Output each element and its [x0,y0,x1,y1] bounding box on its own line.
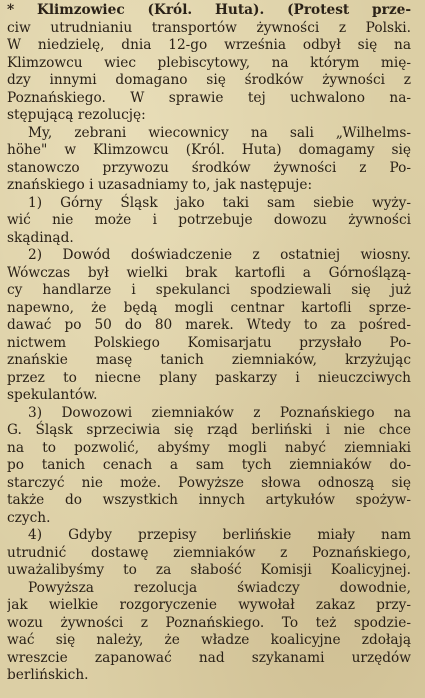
text-line: starczyć nie może. Powyższe słowa odnoszą się [7,474,411,491]
text-line: stanowczo przywozu środków żywności z Po- [7,159,411,176]
headline-line: * Klimzowiec (Król. Huta). (Protest prze- [7,2,411,18]
text-line: wać się należy, że władze koalicyjne zdołają [7,632,411,648]
text-line: znańskie masę tanich ziemniaków, krzyżując [7,352,411,368]
text-line: 2) Dowód doświadczenie z ostatniej wiosny. [28,247,411,263]
text-line: G. Śląsk sprzeciwia się rząd berliński i nie chce [7,422,411,438]
text-line: dawać po 50 do 80 marek. Wtedy to za pośred- [7,317,411,333]
text-line: napewno, że będą mogli centnar kartofli sprze- [7,299,411,316]
text-line: höhe" w Klimzowcu (Król. Huta) domagamy się [7,142,411,158]
text-line: czych. [7,509,51,526]
text-line: berlińskich. [7,667,89,683]
text-line: My, zebrani wiecownicy na sali „Wilhelms- [28,124,411,141]
text-line: uważalibyśmy to za słabość Komisji Koalicyjnej. [7,562,411,578]
text-line: Poznańskiego. W sprawie tej uchwalono na- [7,89,411,106]
text-line: po tanich cenach a sam tych ziemniaków do- [7,457,411,473]
text-line: znańskiego i uzasadniamy to, jak następuje: [7,177,313,193]
text-line: spekulantów. [7,387,98,403]
text-line: utrudnić dostawę ziemniaków z Poznańskiego, [7,544,411,561]
text-line: Powyższa rezolucja świadczy dowodnie, [28,579,411,596]
text-line: na to pozwolić, abyśmy mogli nabyć ziemniaki [7,439,411,456]
text-line: także do wszystkich innych artykułów spożyw- [7,492,411,508]
text-line: stępującą rezolucję: [7,107,146,123]
text-line: Klimzowcu wiec plebiscytowy, na którym mię- [7,54,411,71]
text-line: nictwem Polskiego Komisarjatu przysłało Po- [7,334,411,351]
text-line: 1) Górny Śląsk jako taki sam siebie wyży- [28,194,411,211]
text-line: cy handlarze i spekulanci spodziewali się już [7,282,411,298]
text-line: W niedzielę, dnia 12-go września odbył się na [7,37,411,53]
text-line: dzy innymi domagano się środków żywności z [7,72,411,88]
text-line: Wówczas był wielki brak kartofli a Górnoślązą- [7,264,411,281]
text-line: przez to niecne plany paskarzy i nieuczciwych [7,369,411,386]
text-line: 3) Dowozowi ziemniaków z Poznańskiego na [28,404,411,421]
text-line: ciw utrudnianiu transportów żywności z Polski. [7,19,411,36]
text-line: 4) Gdyby przepisy berlińskie miały nam [28,527,411,543]
text-line: wozu żywności z Poznańskiego. To też spodzie- [7,614,411,631]
text-line: skądinąd. [7,229,74,246]
text-line: wreszcie zapanować nad szykanami urzędów [7,649,411,666]
text-line: jak wielkie rozgoryczenie wywołał zakaz przy- [7,597,411,613]
text-line: wić nie może i potrzebuje dowozu żywności [7,212,411,228]
